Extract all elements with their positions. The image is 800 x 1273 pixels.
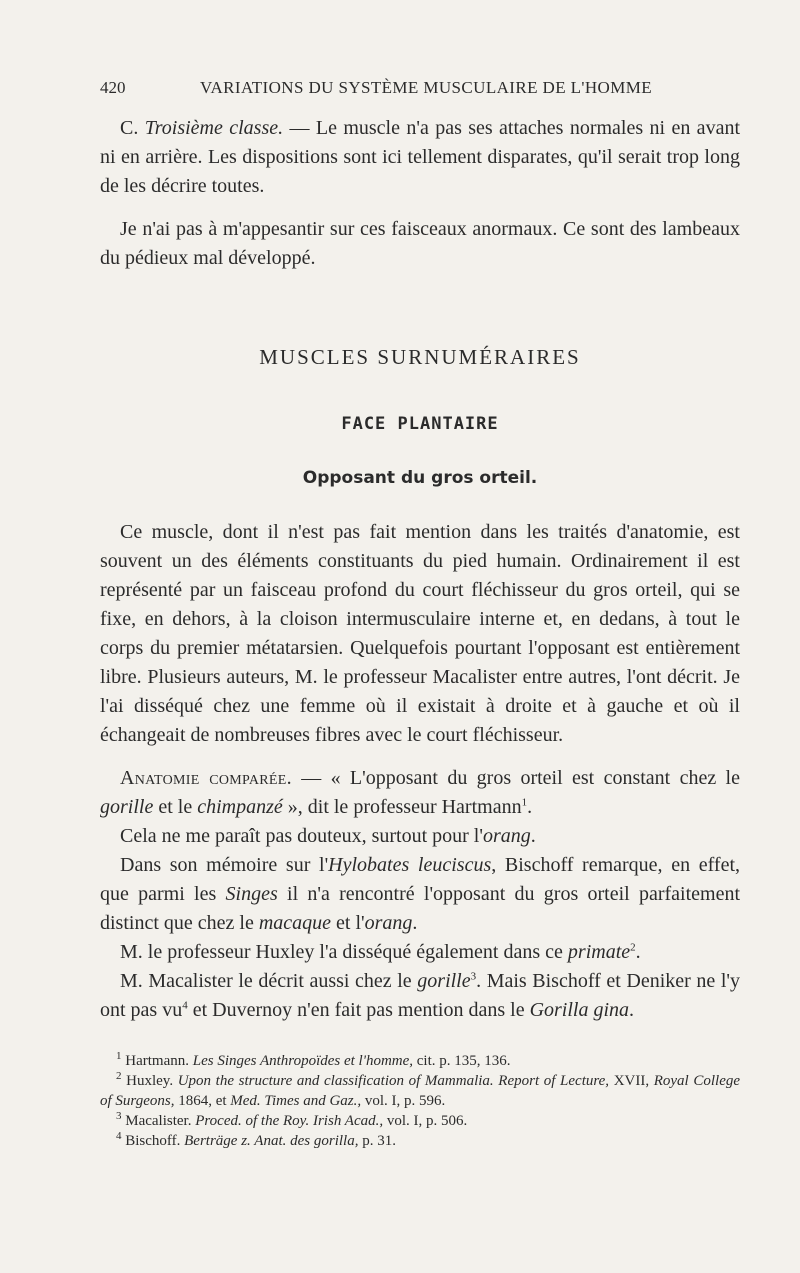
footnote: $^3$ Macalister. Proced. of the Roy. Irish Acad., vol. I, p. 506. <box>116 1110 468 1129</box>
muscle-title: Opposant du gros orteil. <box>302 468 538 488</box>
footnote-ref: 3 <box>470 970 477 983</box>
footnotes <box>100 1051 740 1151</box>
section-title: MUSCLES SURNUMÉRAIRES <box>259 345 581 369</box>
paragraph-huxley: M. le professeur Huxley l'a disséqué également dans ce primate$^2$. <box>120 941 641 963</box>
running-title: VARIATIONS DU SYSTÈME MUSCULAIRE DE L'HOMME <box>200 78 653 97</box>
footnote: $^4$ Bischoff. Berträge z. Anat. des gorilla, p. 31. <box>116 1130 396 1149</box>
paragraph-bischoff: Dans son mémoire sur l'Hylobates leuciscus, Bischoff remarque, en effet, que parmi les Singes il n'a rencontré l'opposant du gros orteil parfaitement distinct que chez le macaque et l'orang. <box>100 854 741 934</box>
paragraph-troisieme-classe: C. Troisième classe. — Le muscle n'a pas ses attaches normales ni en avant ni en arrière. Les dispositions sont ici tellement disparates, qu'il serait trop long de les décrire toutes. <box>100 117 740 197</box>
page-header <box>100 78 740 102</box>
footnote-ref: 1 <box>521 796 528 809</box>
footnote-ref: 2 <box>630 941 636 954</box>
paragraph-faisceaux: Je n'ai pas à m'appesantir sur ces faisceaux anormaux. Ce sont des lambeaux du pédieux mal développé. <box>100 218 740 269</box>
page-number: 420 <box>100 78 126 97</box>
paragraph-orang: Cela ne me paraît pas douteux, surtout pour l'orang. <box>120 825 536 847</box>
paragraph-description: Ce muscle, dont il n'est pas fait mention dans les traités d'anatomie, est souvent un des éléments constituants du pied humain. Ordinairement il est représenté par un faisceau profond du court fléchisseur du gros orteil, qui se fixe, en dehors, à la cloison intermusculaire interne et, en dedans, à tout le corps du premier métatarsien. Quelquefois pourtant l'opposant est entièrement libre. Plusieurs auteurs, M. le professeur Macalister entre autres, l'ont décrit. Je l'ai disséqué chez une femme où il existait à droite et à gauche et où il échangeait de nombreuses fibres avec le court fléchisseur. <box>100 521 740 746</box>
paragraph-anatomie-comparee: Anatomie comparée. — « L'opposant du gros orteil est constant chez le gorille et le chimpanzé », dit le professeur Hartmann$^1$. <box>100 767 740 818</box>
footnote: $^2$ Huxley. Upon the structure and classification of Mammalia. Report of Lecture, XVII, Royal College of Surgeons, 1864, et Med. Times and Gaz., vol. I, p. 596. <box>100 1070 741 1109</box>
footnote-ref: 4 <box>182 999 188 1012</box>
paragraph-macalister: M. Macalister le décrit aussi chez le gorille$^3$. Mais Bischoff et Deniker ne l'y ont pas $vu^4$ et Duvernoy n'en fait pas mention dans le Gorilla gina. <box>100 970 741 1021</box>
footnote: $^1$ Hartmann. Les Singes Anthropoïdes et l'homme, cit. p. 135, 136. <box>116 1050 511 1069</box>
page-body <box>100 114 740 1025</box>
subsection-title: FACE PLANTAIRE <box>341 414 499 434</box>
